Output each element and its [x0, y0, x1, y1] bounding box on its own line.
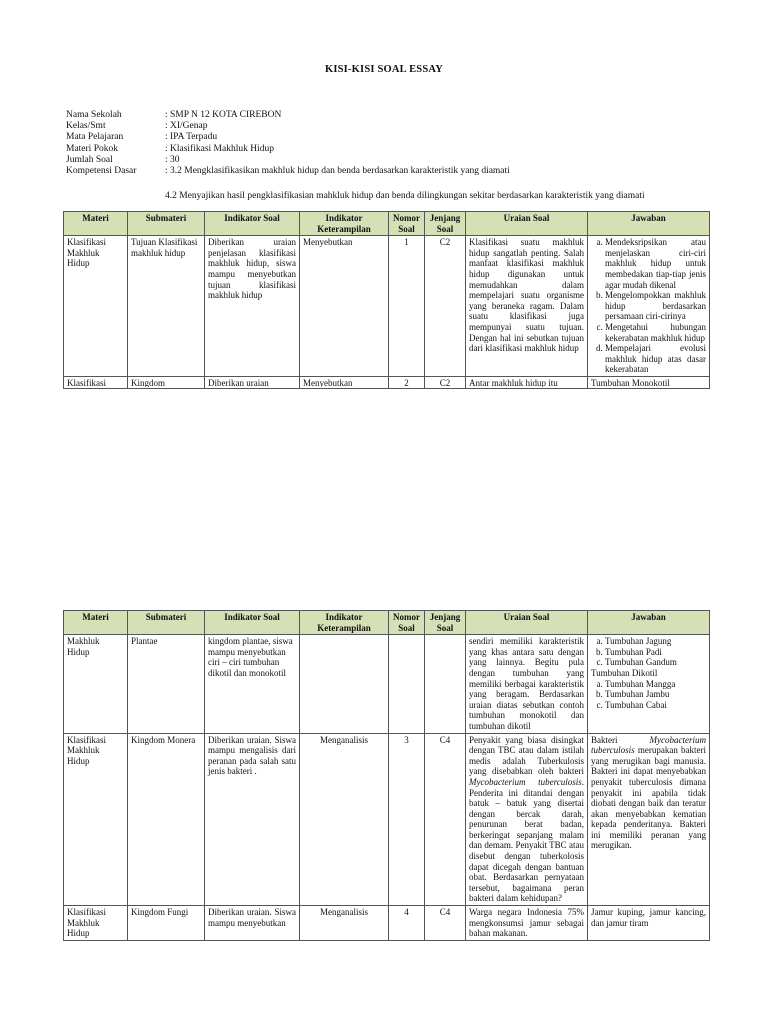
info-key: Jumlah Soal [66, 154, 113, 165]
cell-uraian-soal: Klasifikasi suatu makhluk hidup sangatlah penting. Salah manfaat klasifikasi makhluk hidup digunakan untuk memudahkan dalam mempelajari suatu organisme yang beraneka ragam. Dalam suatu klasifikasi juga mempunyai suatu tujuan. Dengan hal ini sebutkan tujuan dari klasifikasi makhluk hidup [466, 236, 588, 377]
header-submateri: Submateri [128, 611, 205, 635]
header-uraian-soal: Uraian Soal [466, 611, 588, 635]
kisi-kisi-table-page-2 [63, 610, 710, 941]
cell-nomor-soal [389, 376, 425, 388]
table-header-row [64, 611, 710, 635]
cut-text: C2 [439, 377, 451, 387]
species-name: Mycobacterium tuberculosis [591, 734, 706, 756]
cell-uraian-soal: sendiri memiliki karakteristik yang khas antara satu dengan yang lainnya. Begitu pula dengan tumbuhan yang memiliki berbagai karakteristik yang beragam. Berdasarkan uraian diatas sebutkan contoh tumbuhan monokotil dan tumbuhan dikotil [466, 635, 588, 733]
cell-materi: Klasifikasi Makhluk Hidup [64, 236, 128, 377]
cell-jenjang-soal: C2 [425, 236, 466, 377]
cell-nomor-soal: 4 [389, 906, 425, 941]
list-item: c. Tumbuhan Cabai [605, 700, 706, 711]
cut-text: Tumbuhan Monokotil [591, 377, 670, 387]
cell-nomor-soal [389, 635, 425, 733]
kisi-kisi-table-page-1 [63, 211, 710, 389]
cell-uraian-soal [466, 733, 588, 906]
info-value: : Klasifikasi Makhluk Hidup [165, 143, 274, 154]
cell-materi: Klasifikasi Makhluk Hidup [64, 906, 128, 941]
document-title: KISI-KISI SOAL ESSAY [324, 64, 443, 75]
cell-indikator-soal: Diberikan uraian. Siswa mampu menyebutkan [205, 906, 300, 941]
header-indikator-soal: Indikator Soal [205, 611, 300, 635]
info-row [66, 144, 510, 155]
info-key: Kelas/Smt [66, 121, 106, 132]
info-row [66, 166, 510, 177]
jawaban-list-dikotil [591, 679, 706, 711]
species-name: Mycobacterium tuberculosis [469, 776, 582, 787]
list-item: a. Tumbuhan Jagung [605, 636, 706, 647]
cell-indikator-soal: Diberikan uraian penjelasan klasifikasi makhluk hidup, siswa mampu menyebutkan tujuan klasifikasi makhluk hidup [205, 236, 300, 377]
cell-jawaban [588, 733, 710, 906]
cut-text: Diberikan uraian [208, 377, 269, 387]
cut-text: Antar makhluk hidup itu [469, 377, 558, 387]
info-value: : 30 [165, 154, 180, 165]
jawaban-text: merupakan bakteri yang merugikan bagi manusia. Bakteri ini dapat menyebabkan penyakit tuberculosis dimana penyakit ini apabila tidak diobati dengan baik dan teratur akan menyebabkan kematian kepada penderitanya. Bakteri ini memiliki peranan yang merugikan. [591, 745, 707, 851]
header-indikator-keterampilan: Indikator Keterampilan [300, 611, 389, 635]
cell-nomor-soal: 3 [389, 733, 425, 906]
header-nomor-soal: Nomor Soal [389, 611, 425, 635]
header-materi: Materi [64, 611, 128, 635]
info-key: Nama Sekolah [66, 110, 122, 120]
cell-indikator-soal: kingdom plantae, siswa mampu menyebutkan ciri – ciri tumbuhan dikotil dan monokotil [205, 635, 300, 733]
header-submateri: Submateri [128, 212, 205, 236]
cut-text: Kingdom [131, 377, 166, 387]
cell-uraian-soal [466, 376, 588, 388]
cell-jenjang-soal: C4 [425, 906, 466, 941]
cell-indikator-keterampilan: Menyebutkan [300, 236, 389, 377]
list-item: b. Tumbuhan Padi [605, 647, 706, 658]
cell-submateri: Plantae [128, 635, 205, 733]
info-row [66, 121, 510, 132]
list-item: a. Tumbuhan Mangga [605, 679, 706, 690]
jawaban-list [591, 237, 706, 375]
cell-nomor-soal: 1 [389, 236, 425, 377]
table-row [64, 236, 710, 377]
info-key: Kompetensi Dasar [66, 166, 137, 177]
uraian-text: . Penderita ini ditandai dengan batuk – batuk yang disertai dengan bercak darah, penurunan berat badan, berkeringat sepanjang malam dan demam. Penyakit TBC atau disebut dengan tuberkolosis dapat dicegah dengan bantuan obat. Berdasarkan pernyataan tersebut, bagaimana peran bakteri dalam kehidupan? [469, 776, 584, 904]
table-row [64, 906, 710, 941]
table-row [64, 376, 710, 388]
uraian-text: Penyakit yang biasa disingkat dengan TBC atau dalam istilah medis adalah Tuberkulosis yang disebabkan oleh bakteri [469, 734, 584, 777]
header-uraian-soal: Uraian Soal [466, 212, 588, 236]
cell-jawaban [588, 635, 710, 733]
cell-jenjang-soal [425, 635, 466, 733]
list-item: c. Tumbuhan Gandum [605, 657, 706, 668]
cell-materi: Klasifikasi Makhluk Hidup [64, 733, 128, 906]
list-item: b. Tumbuhan Jambu [605, 689, 706, 700]
cell-jawaban [588, 376, 710, 388]
info-value: : SMP N 12 KOTA CIREBON [165, 110, 282, 120]
cell-indikator-soal: Diberikan uraian. Siswa mampu mengalisis dari peranan pada salah satu jenis bakteri . [205, 733, 300, 906]
header-indikator-soal: Indikator Soal [205, 212, 300, 236]
cut-text: Menyebutkan [303, 377, 353, 387]
cell-indikator-keterampilan [300, 376, 389, 388]
cell-jenjang-soal: C4 [425, 733, 466, 906]
cell-submateri [128, 376, 205, 388]
table-row [64, 733, 710, 906]
list-item: d. Mempelajari evolusi makhluk hidup atas dasar kekerabatan [605, 343, 706, 375]
header-materi: Materi [64, 212, 128, 236]
header-indikator-keterampilan: Indikator Keterampilan [300, 212, 389, 236]
cell-submateri: Kingdom Fungi [128, 906, 205, 941]
cut-text: 2 [404, 377, 409, 387]
list-item: c. Mengetahui hubungan kekerabatan makhluk hidup [605, 322, 706, 343]
cell-jawaban: Jamur kuping, jamur kancing, dan jamur tiram [588, 906, 710, 941]
info-row [66, 155, 510, 166]
table-header-row [64, 212, 710, 236]
list-item: a. Mendeksripsikan atau menjelaskan ciri-ciri makhluk hidup untuk membedakan tiap-tiap jenis agar mudah dikenal [605, 237, 706, 290]
info-value: : XI/Genap [165, 121, 208, 132]
cell-indikator-keterampilan [300, 635, 389, 733]
info-key: Materi Pokok [66, 143, 118, 154]
jawaban-text: Bakteri [591, 734, 618, 745]
info-key: Mata Pelajaran [66, 132, 124, 143]
cell-indikator-soal [205, 376, 300, 388]
header-jawaban: Jawaban [588, 212, 710, 236]
header-jawaban: Jawaban [588, 611, 710, 635]
cell-submateri: Kingdom Monera [128, 733, 205, 906]
info-value: : 3.2 Mengklasifikasikan makhluk hidup dan benda berdasarkan karakteristik yang diamati [165, 166, 510, 177]
info-value: : IPA Terpadu [165, 132, 218, 143]
header-jenjang-soal: Jenjang Soal [425, 611, 466, 635]
cell-jenjang-soal [425, 376, 466, 388]
cut-text: Klasifikasi [67, 377, 106, 387]
cell-materi: Makhluk Hidup [64, 635, 128, 733]
header-jenjang-soal: Jenjang Soal [425, 212, 466, 236]
cell-materi [64, 376, 128, 388]
list-item: b. Mengelompokkan makhluk hidup berdasarkan persamaan ciri-cirinya [605, 290, 706, 322]
cell-indikator-keterampilan: Menganalisis [300, 733, 389, 906]
jawaban-list-monokotil [591, 636, 706, 668]
header-nomor-soal: Nomor Soal [389, 212, 425, 236]
cell-uraian-soal: Warga negara Indonesia 75% mengkonsumsi jamur sebagai bahan makanan. [466, 906, 588, 941]
cell-submateri: Tujuan Klasifikasi makhluk hidup [128, 236, 205, 377]
kompetensi-dasar-2: 4.2 Menyajikan hasil pengklasifikasian mahkluk hidup dan benda dilingkungan sekitar berdasarkan karakteristik yang diamati [165, 191, 645, 201]
info-row [66, 110, 510, 121]
table-row [64, 635, 710, 733]
info-row [66, 132, 510, 143]
cell-jawaban [588, 236, 710, 377]
document-info [66, 110, 510, 177]
cell-indikator-keterampilan: Menganalisis [300, 906, 389, 941]
jawaban-subheading: Tumbuhan Dikotil [591, 667, 658, 678]
